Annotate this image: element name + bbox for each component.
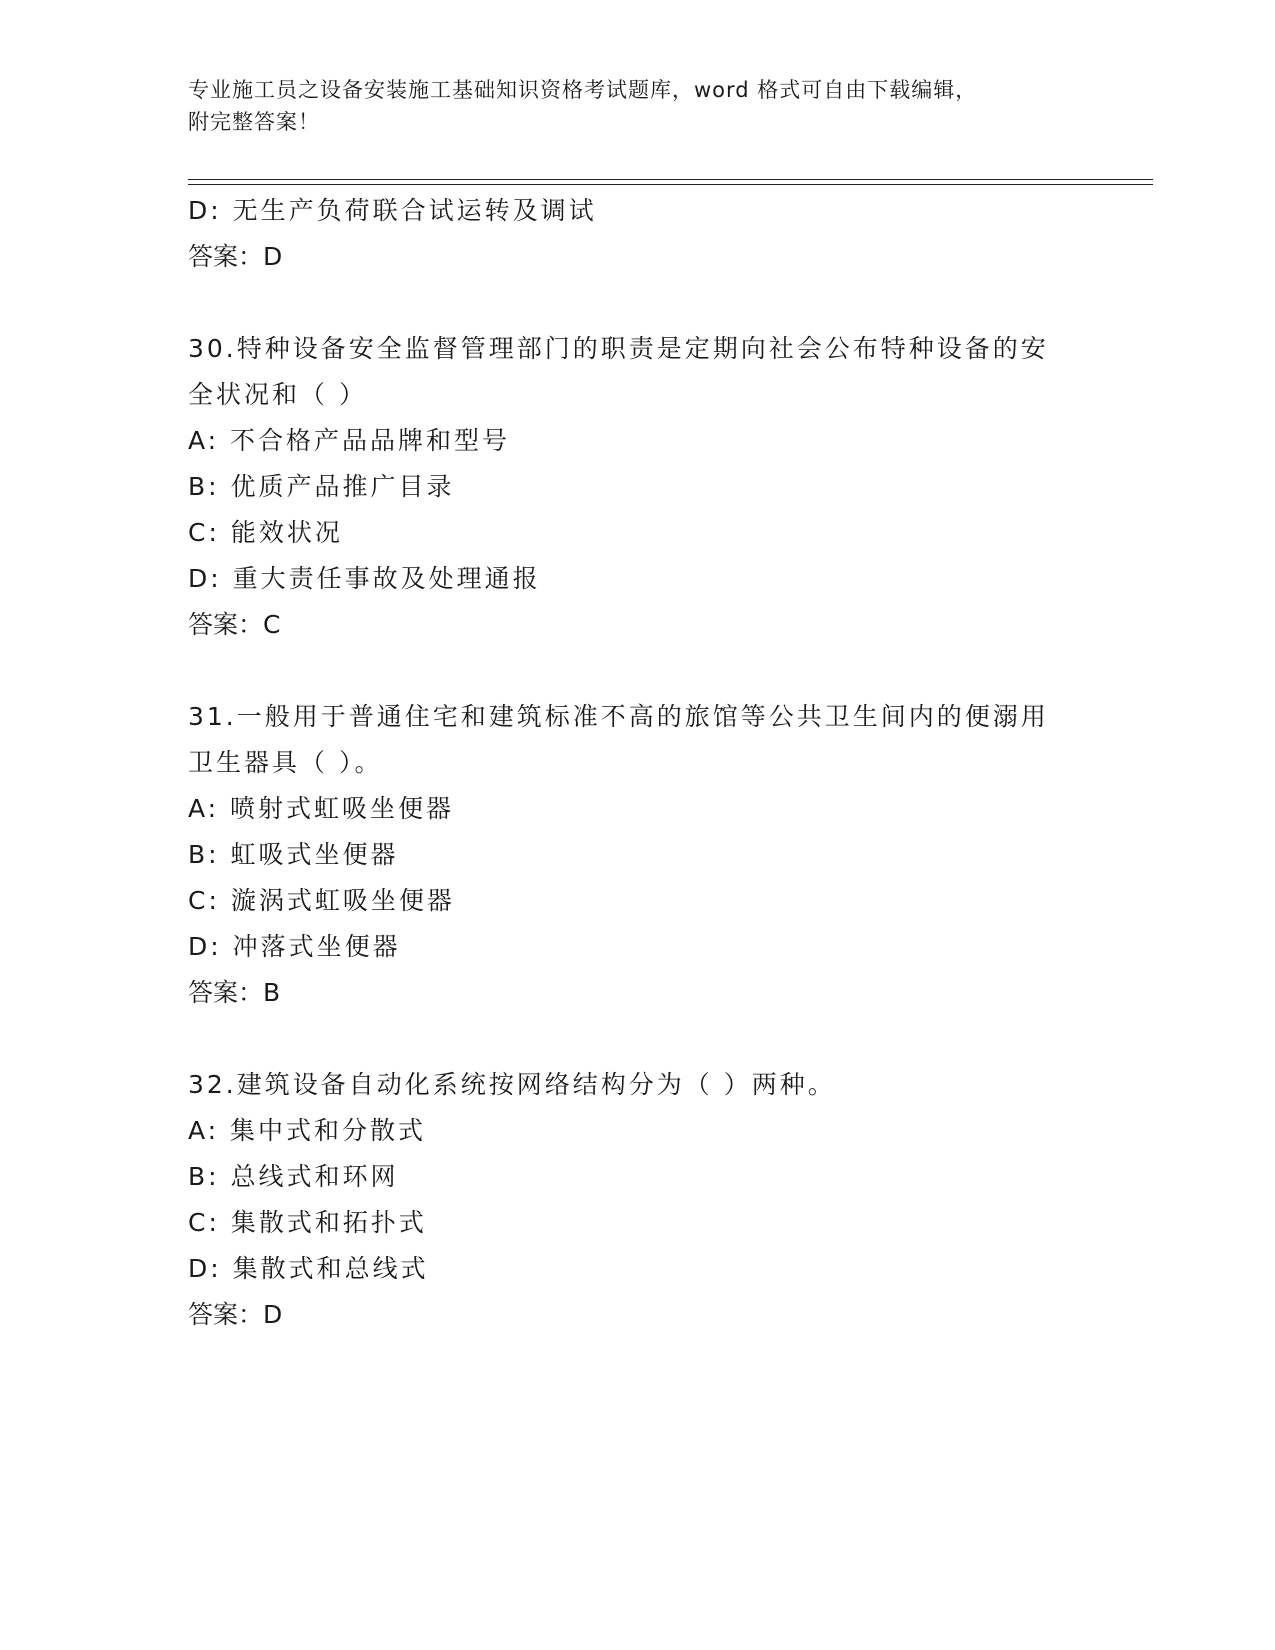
- question-31: [188, 694, 1088, 1016]
- question-stem-line-1: 32.建筑设备自动化系统按网络结构分为（ ）两种。: [188, 1070, 836, 1099]
- prev-option-d: D: 无生产负荷联合试运转及调试: [188, 196, 597, 225]
- option-b: B: 优质产品推广目录: [188, 472, 455, 501]
- option-b: B: 总线式和环网: [188, 1162, 399, 1191]
- option-d: D: 冲落式坐便器: [188, 932, 401, 961]
- answer: 答案：C: [188, 610, 281, 639]
- question-stem-line-2: 卫生器具（ ）。: [188, 748, 383, 777]
- option-d: D: 重大责任事故及处理通报: [188, 564, 541, 593]
- option-d: D: 集散式和总线式: [188, 1254, 429, 1283]
- option-c: C: 能效状况: [188, 518, 343, 547]
- option-c: C: 漩涡式虹吸坐便器: [188, 886, 455, 915]
- option-c: C: 集散式和拓扑式: [188, 1208, 427, 1237]
- question-stem-line-2: 全状况和（ ）: [188, 380, 367, 409]
- header-divider-bottom: [188, 184, 1153, 185]
- answer: 答案：D: [188, 1300, 283, 1329]
- header-divider-top: [188, 179, 1153, 180]
- header-line-1: 专业施工员之设备安装施工基础知识资格考试题库，word 格式可自由下载编辑，: [188, 78, 978, 102]
- question-30: [188, 326, 1088, 648]
- option-a: A: 不合格产品品牌和型号: [188, 426, 511, 455]
- question-32: [188, 1062, 1088, 1338]
- question-stem-line-1: 30.特种设备安全监督管理部门的职责是定期向社会公布特种设备的安: [188, 334, 1049, 363]
- option-b: B: 虹吸式坐便器: [188, 840, 399, 869]
- prev-answer: 答案：D: [188, 242, 283, 271]
- question-content: [188, 188, 1088, 1338]
- spacer: [188, 648, 1088, 694]
- question-stem-line-1: 31.一般用于普通住宅和建筑标准不高的旅馆等公共卫生间内的便溺用: [188, 702, 1049, 731]
- option-a: A: 集中式和分散式: [188, 1116, 427, 1145]
- header-line-2: 附完整答案！: [188, 110, 320, 134]
- option-a: A: 喷射式虹吸坐便器: [188, 794, 455, 823]
- spacer: [188, 1016, 1088, 1062]
- answer: 答案：B: [188, 978, 281, 1007]
- spacer: [188, 280, 1088, 326]
- document-header: [188, 74, 1088, 138]
